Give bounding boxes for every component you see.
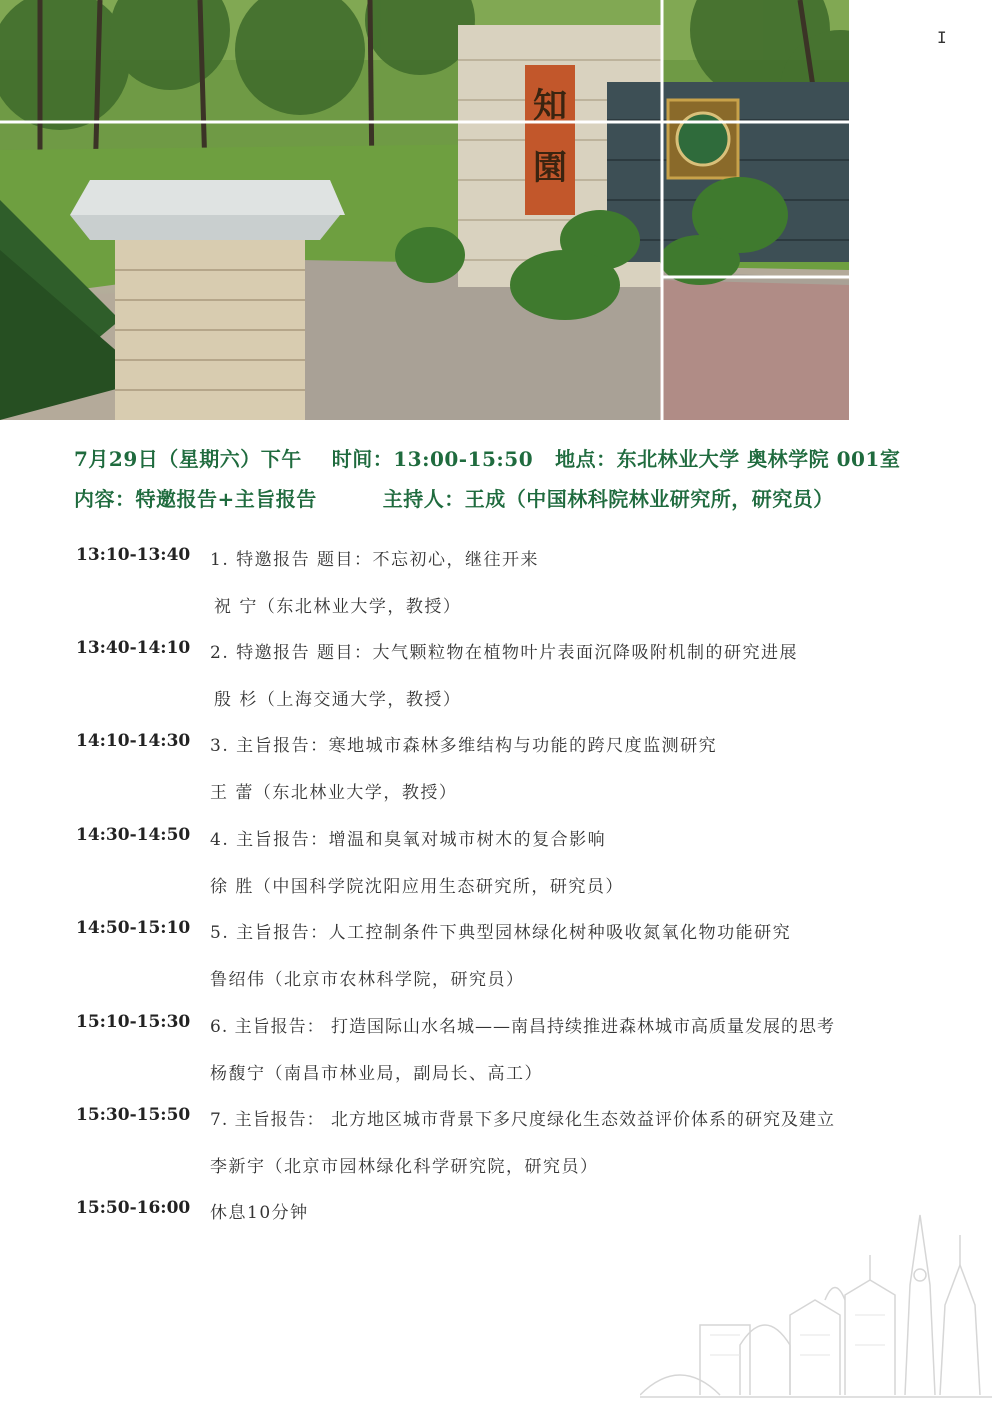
session-content-line	[74, 483, 834, 512]
schedule-time: 15:30-15:50	[76, 1105, 191, 1125]
speaker: 鲁绍伟（北京市农林科学院，研究员）	[210, 970, 525, 990]
talk-title: 1. 特邀报告 题目：不忘初心，继往开来	[210, 550, 540, 570]
session-place: 地点：东北林业大学 奥林学院 001室	[555, 447, 901, 471]
speaker: 杨馥宁（南昌市林业局，副局长、高工）	[210, 1064, 543, 1084]
schedule-time: 14:50-15:10	[76, 918, 191, 938]
schedule-time: 15:10-15:30	[76, 1012, 191, 1032]
sign-char-1: 知	[533, 86, 567, 126]
talk-title: 2. 特邀报告 题目：大气颗粒物在植物叶片表面沉降吸附机制的研究进展	[210, 643, 799, 663]
garden-gate-illustration	[0, 0, 849, 420]
break-label: 休息10分钟	[210, 1203, 309, 1223]
speaker: 祝 宁（东北林业大学，教授）	[214, 597, 462, 617]
city-skyline-illustration	[640, 1205, 992, 1402]
speaker: 李新宇（北京市园林绿化科学研究院，研究员）	[210, 1157, 599, 1177]
schedule-time: 14:10-14:30	[76, 731, 191, 751]
talk-title: 5. 主旨报告：人工控制条件下典型园林绿化树种吸收氮氧化物功能研究	[210, 923, 792, 943]
session-time: 时间：13:00-15:50	[331, 447, 534, 471]
hero-photo	[0, 0, 849, 420]
talk-title: 4. 主旨报告：增温和臭氧对城市树木的复合影响	[210, 830, 607, 850]
speaker: 殷 杉（上海交通大学，教授）	[214, 690, 462, 710]
schedule-time: 14:30-14:50	[76, 825, 191, 845]
sign-char-2: 園	[533, 148, 567, 188]
session-info-line	[74, 443, 900, 472]
schedule-time: 15:50-16:00	[76, 1198, 191, 1218]
text-cursor-icon: I	[937, 28, 947, 47]
speaker: 徐 胜（中国科学院沈阳应用生态研究所，研究员）	[210, 877, 624, 897]
speaker: 王 蕾（东北林业大学，教授）	[210, 783, 458, 803]
sign-plaque	[525, 75, 575, 199]
talk-title: 3. 主旨报告：寒地城市森林多维结构与功能的跨尺度监测研究	[210, 736, 718, 756]
schedule-time: 13:10-13:40	[76, 545, 191, 565]
schedule-time: 13:40-14:10	[76, 638, 191, 658]
talk-title: 7. 主旨报告： 北方地区城市背景下多尺度绿化生态效益评价体系的研究及建立	[210, 1110, 836, 1130]
session-host: 主持人：王成（中国林科院林业研究所，研究员）	[382, 487, 834, 511]
talk-title: 6. 主旨报告： 打造国际山水名城——南昌持续推进森林城市高质量发展的思考	[210, 1017, 836, 1037]
session-date: 7月29日（星期六）下午	[74, 447, 302, 471]
session-content: 内容：特邀报告+主旨报告	[74, 487, 317, 511]
